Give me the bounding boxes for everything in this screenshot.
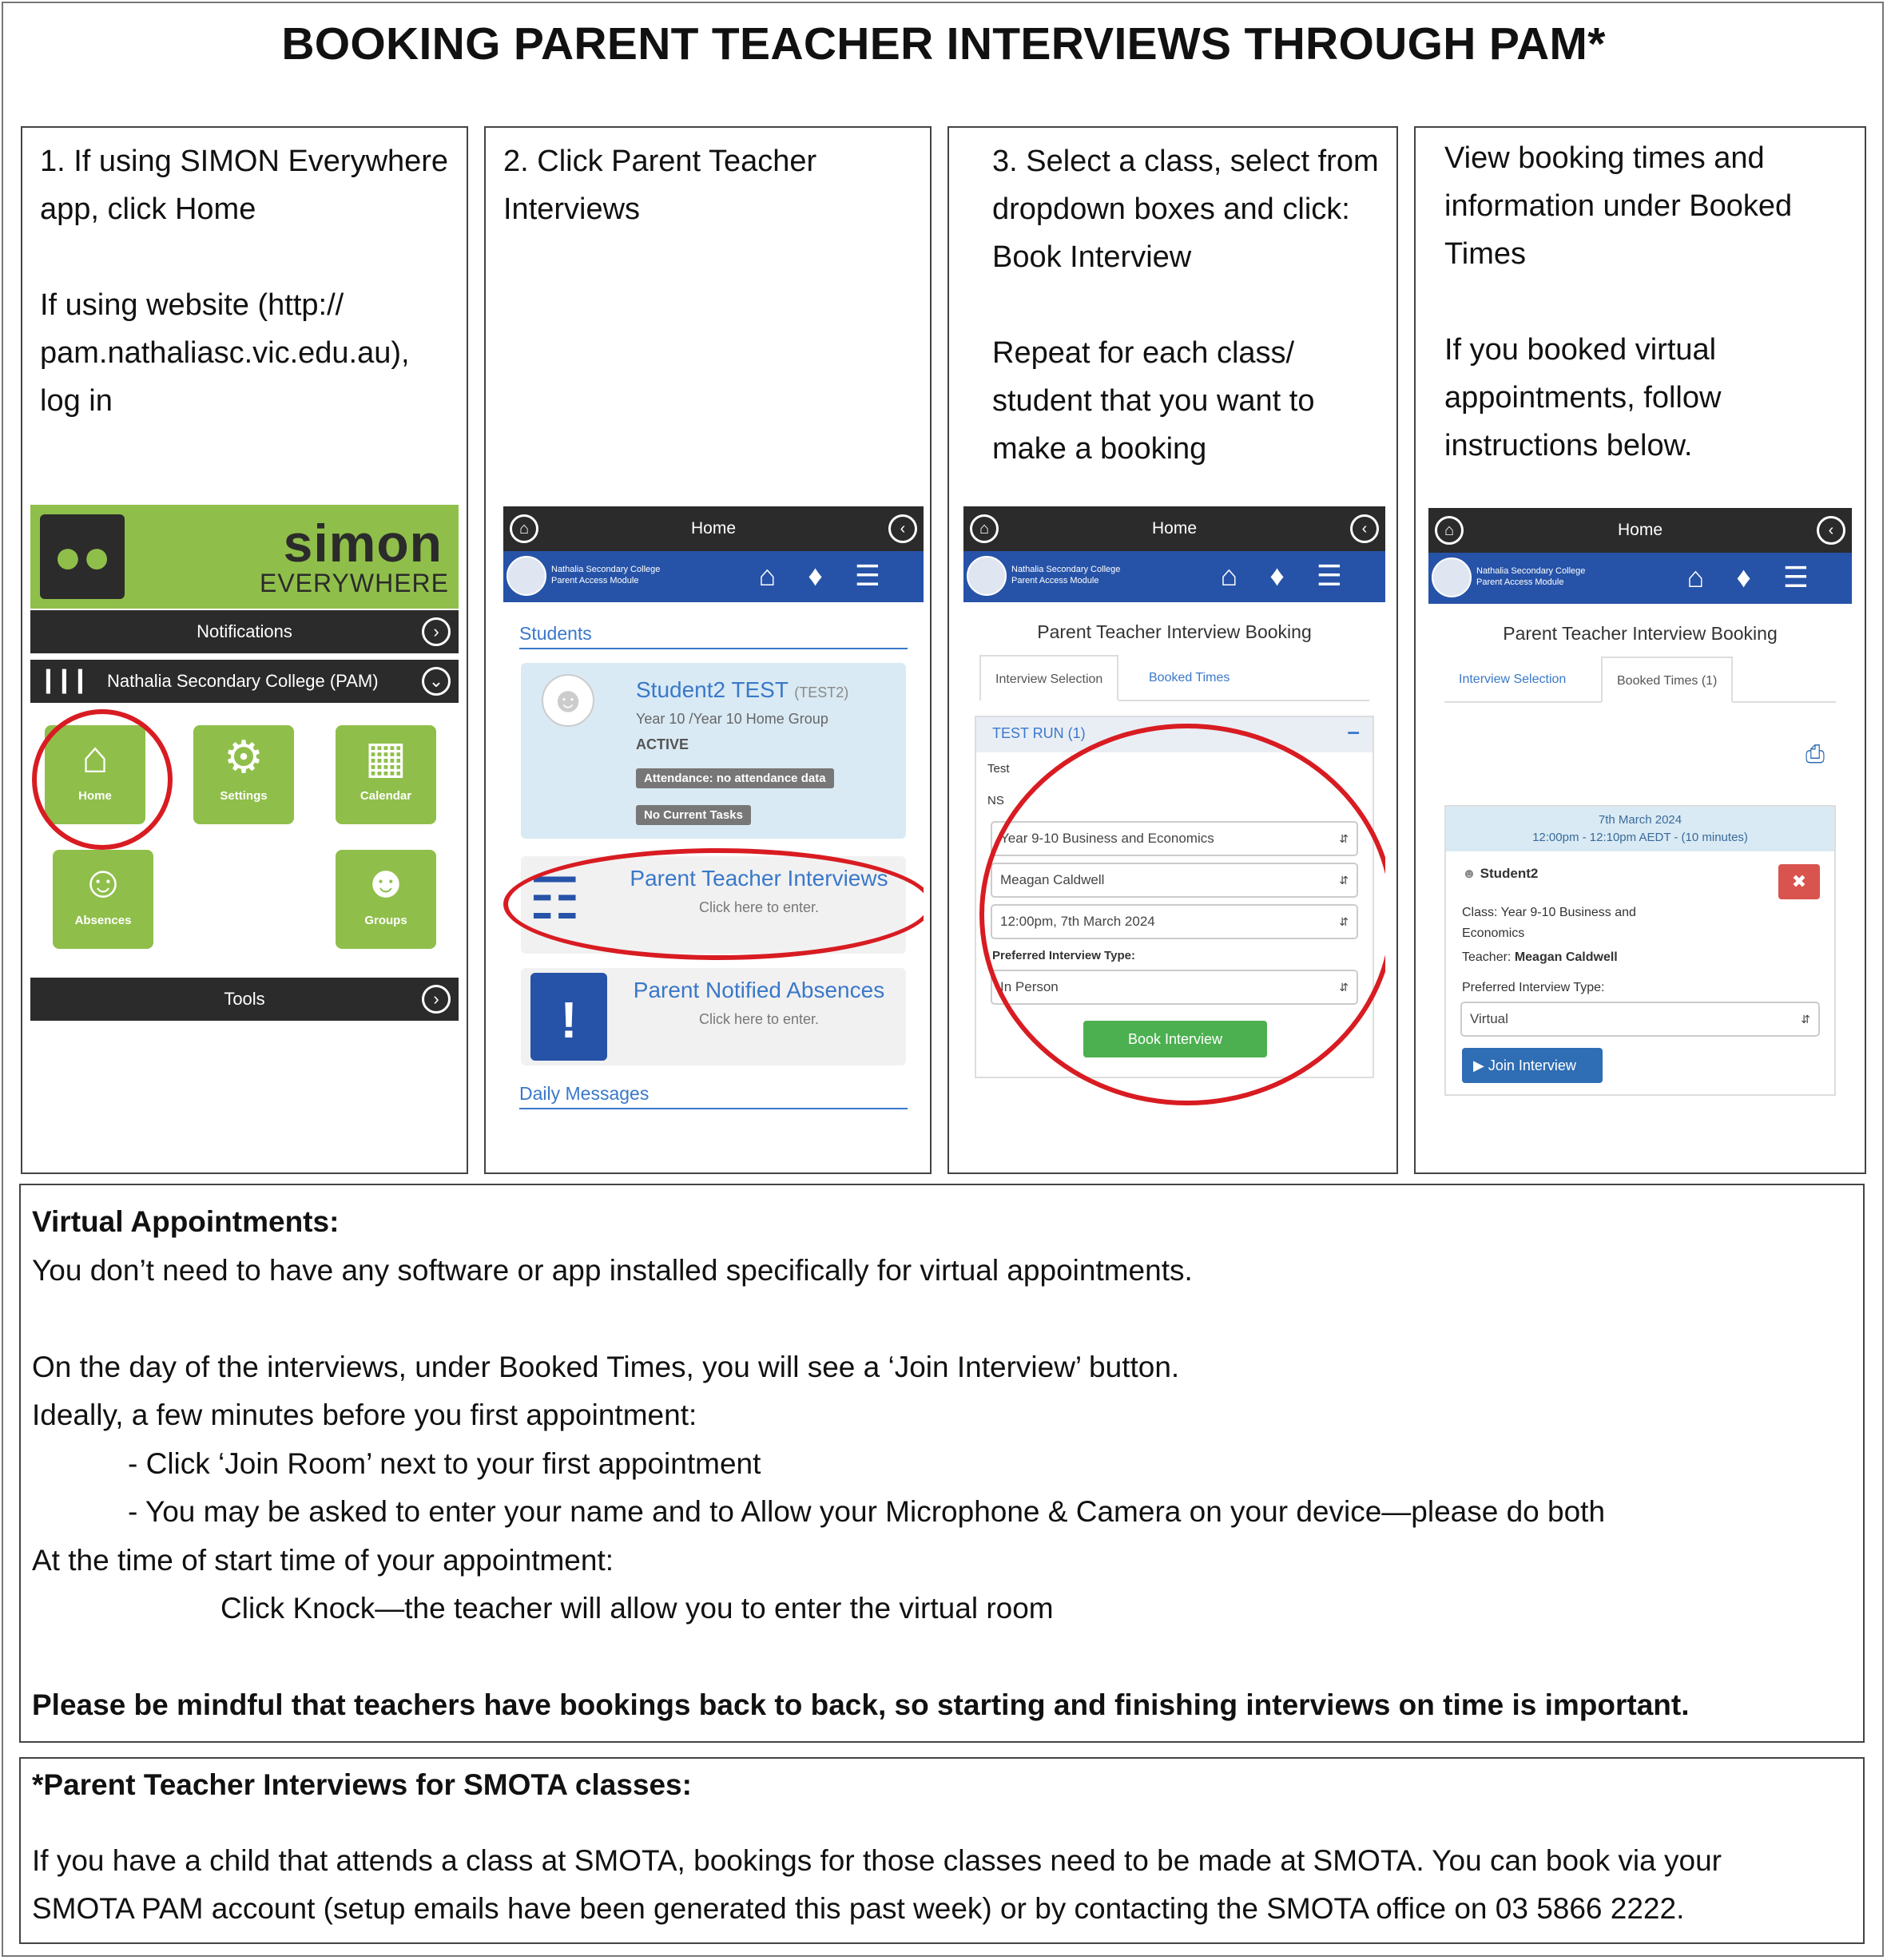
school-name: Nathalia Secondary College (PAM) bbox=[107, 671, 379, 691]
step-1-text: 1. If using SIMON Everywhere app, click Home If using website (http:// pam.nathaliasc.vic.edu.au), log in bbox=[40, 145, 449, 418]
booked-card-header bbox=[1446, 807, 1834, 851]
nav-icons[interactable] bbox=[759, 559, 912, 593]
virtual-heading: Virtual Appointments: bbox=[32, 1205, 340, 1238]
tools-label: Tools bbox=[224, 989, 265, 1009]
step-2-panel bbox=[484, 126, 932, 1174]
topbar-title: Home bbox=[690, 519, 737, 538]
menu-icon[interactable]: ☰ bbox=[854, 559, 912, 592]
school-line-2: Parent Access Module bbox=[551, 576, 639, 585]
class-value: Year 9-10 Business and Economics bbox=[1462, 906, 1636, 940]
booking-heading: Parent Teacher Interview Booking bbox=[1037, 621, 1312, 642]
simon-logo-icon: ●● bbox=[40, 514, 125, 599]
simon-app-screenshot bbox=[30, 505, 459, 1024]
virtual-line-2: On the day of the interviews, under Booked Times, you will see a ‘Join Interview’ button. bbox=[32, 1350, 1180, 1383]
tasks-badge: No Current Tasks bbox=[636, 805, 751, 825]
chevron-right-icon: › bbox=[422, 985, 451, 1014]
pam-topbar bbox=[503, 506, 924, 551]
highlight-ring bbox=[32, 709, 173, 850]
nav-icons[interactable] bbox=[1221, 559, 1374, 593]
teacher-value: Meagan Caldwell bbox=[1514, 950, 1618, 964]
school-label bbox=[1476, 565, 1585, 588]
ns-label: NS bbox=[987, 794, 1004, 807]
virtual-note: Please be mindful that teachers have bookings back to back, so starting and finishing interviews on time is important. bbox=[32, 1688, 1690, 1721]
select-arrows-icon: ⇵ bbox=[1339, 832, 1349, 845]
pna-subtitle: Click here to enter. bbox=[698, 1011, 820, 1027]
school-crest-icon bbox=[507, 556, 546, 596]
booking-tabs bbox=[1444, 657, 1836, 703]
virtual-line-3: Ideally, a few minutes before you first appointment: bbox=[32, 1399, 697, 1431]
pam-booked-screenshot bbox=[1428, 508, 1852, 1131]
step-2-text: 2. Click Parent Teacher Interviews bbox=[503, 145, 817, 226]
smota-line-2: SMOTA PAM account (setup emails have been generated this past week) or by contacting the SMOTA office on 03 5866 2222. bbox=[32, 1892, 1685, 1925]
virtual-bullet-1: - Click ‘Join Room’ next to your first appointment bbox=[128, 1446, 761, 1480]
daily-messages-heading: Daily Messages bbox=[519, 1083, 908, 1109]
notifications-bar[interactable] bbox=[30, 610, 459, 653]
step-3-text: 3. Select a class, select from dropdown boxes and click: Book Interview Repeat for each class/ student that you want to make a booking bbox=[992, 145, 1379, 466]
absences-tile[interactable] bbox=[53, 850, 153, 949]
student-status: ACTIVE bbox=[636, 736, 689, 752]
booked-pref-select[interactable] bbox=[1460, 1002, 1820, 1037]
calendar-icon: ▦ bbox=[364, 732, 407, 782]
book-interview-button[interactable]: Book Interview bbox=[1083, 1021, 1267, 1057]
select-arrows-icon: ⇵ bbox=[1339, 915, 1349, 928]
nav-icons[interactable] bbox=[1687, 561, 1841, 594]
simon-header bbox=[30, 505, 459, 609]
booked-time: 12:00pm - 12:10pm AEDT - (10 minutes) bbox=[1532, 831, 1748, 844]
student-code: (TEST2) bbox=[794, 684, 849, 700]
home-circle-icon: ⌂ bbox=[1435, 516, 1464, 545]
home-circle-icon: ⌂ bbox=[970, 514, 999, 543]
groups-tile-label: Groups bbox=[364, 914, 407, 927]
settings-tile[interactable] bbox=[193, 725, 294, 824]
home-icon[interactable]: ⌂ bbox=[1220, 559, 1270, 592]
pam-topbar bbox=[1428, 508, 1852, 553]
step-3-panel bbox=[947, 126, 1398, 1174]
school-selector[interactable] bbox=[30, 660, 459, 703]
attendance-badge: Attendance: no attendance data bbox=[636, 768, 834, 788]
booked-student-name: Student2 bbox=[1480, 866, 1539, 881]
calendar-tile[interactable] bbox=[336, 725, 436, 824]
back-icon[interactable]: ‹ bbox=[1817, 516, 1845, 545]
bell-icon[interactable]: ♦ bbox=[808, 559, 855, 592]
school-crest-icon bbox=[967, 556, 1007, 596]
student-name: Student2 TEST bbox=[636, 677, 789, 702]
virtual-line-5: Click Knock—the teacher will allow you to enter the virtual room bbox=[220, 1592, 1054, 1625]
class-label: Class: bbox=[1462, 906, 1498, 919]
booked-class bbox=[1462, 903, 1702, 944]
join-interview-label: Join Interview bbox=[1488, 1057, 1576, 1073]
person-check-icon: ☺ bbox=[80, 856, 126, 907]
avatar: ☻ bbox=[542, 674, 594, 727]
class-select-value: Year 9-10 Business and Economics bbox=[1000, 831, 1214, 846]
teacher-select-value: Meagan Caldwell bbox=[1000, 872, 1105, 887]
booked-date: 7th March 2024 bbox=[1598, 813, 1682, 827]
spacer bbox=[32, 1633, 1690, 1682]
bell-icon[interactable]: ♦ bbox=[1269, 559, 1317, 592]
home-tile-label: Home bbox=[78, 789, 112, 803]
select-arrows-icon: ⇵ bbox=[1339, 874, 1349, 887]
step-1-panel bbox=[21, 126, 468, 1174]
tools-bar[interactable] bbox=[30, 978, 459, 1021]
bell-icon[interactable]: ♦ bbox=[1736, 561, 1783, 593]
signal-icon: ▎▎▎ bbox=[46, 669, 94, 693]
pam-navbar bbox=[963, 551, 1385, 602]
simon-logo-text: simon bbox=[283, 514, 443, 573]
groups-icon: ☻ bbox=[362, 856, 410, 907]
home-circle-icon: ⌂ bbox=[510, 514, 538, 543]
cancel-booking-button[interactable]: ✖ bbox=[1778, 864, 1820, 899]
pam-navbar bbox=[1428, 553, 1852, 604]
highlight-ring bbox=[503, 848, 924, 960]
smota-box bbox=[19, 1757, 1865, 1944]
home-icon: ⌂ bbox=[81, 732, 109, 782]
back-icon[interactable]: ‹ bbox=[888, 514, 917, 543]
pam-booking-screenshot bbox=[963, 506, 1385, 1129]
run-label: TEST RUN (1) bbox=[992, 725, 1086, 741]
smota-heading: *Parent Teacher Interviews for SMOTA classes: bbox=[32, 1768, 692, 1801]
student-name-line bbox=[636, 677, 848, 703]
student-card[interactable] bbox=[521, 663, 906, 839]
booked-teacher bbox=[1462, 950, 1618, 965]
select-arrows-icon: ⇵ bbox=[1339, 981, 1349, 994]
notifications-label: Notifications bbox=[197, 621, 292, 641]
school-line-2: Parent Access Module bbox=[1011, 576, 1099, 585]
gear-icon: ⚙ bbox=[223, 732, 264, 782]
booked-pref-label: Preferred Interview Type: bbox=[1462, 981, 1605, 994]
teacher-label: Teacher: bbox=[1462, 950, 1512, 964]
school-line-1: Nathalia Secondary College bbox=[551, 565, 661, 574]
print-icon[interactable]: ⎙ bbox=[1806, 741, 1825, 768]
students-heading: Students bbox=[519, 623, 908, 649]
test-label: Test bbox=[987, 762, 1010, 776]
topbar-title: Home bbox=[1151, 519, 1198, 538]
smota-text bbox=[32, 1837, 1722, 1933]
virtual-bullet-2: - You may be asked to enter your name and to Allow your Microphone & Camera on your device—please do both bbox=[128, 1495, 1606, 1528]
pti-title: Parent Teacher Interviews bbox=[630, 866, 888, 891]
spacer bbox=[32, 1295, 1690, 1343]
school-crest-icon bbox=[1432, 557, 1472, 597]
pref-select-value: In Person bbox=[1000, 979, 1059, 994]
school-line-2: Parent Access Module bbox=[1476, 577, 1564, 587]
calendar-alert-icon: ! bbox=[530, 973, 607, 1061]
pna-title: Parent Notified Absences bbox=[633, 978, 885, 1002]
school-line-1: Nathalia Secondary College bbox=[1011, 565, 1121, 574]
back-icon[interactable]: ‹ bbox=[1350, 514, 1379, 543]
virtual-appointments-box bbox=[19, 1184, 1865, 1743]
person-icon: ☻ bbox=[1462, 866, 1476, 881]
step-4-panel bbox=[1414, 126, 1866, 1174]
school-label bbox=[551, 564, 660, 586]
collapse-icon[interactable]: – bbox=[1347, 719, 1360, 744]
school-line-1: Nathalia Secondary College bbox=[1476, 566, 1586, 576]
booked-card bbox=[1444, 805, 1836, 1096]
virtual-line-4: At the time of start time of your appointment: bbox=[32, 1543, 614, 1577]
tab-booked-times[interactable]: Booked Times bbox=[1149, 671, 1230, 684]
booked-pref-value: Virtual bbox=[1470, 1011, 1508, 1026]
pam-home-screenshot bbox=[503, 506, 924, 1129]
tab-booked-times[interactable]: Booked Times (1) bbox=[1601, 657, 1733, 703]
home-icon[interactable]: ⌂ bbox=[1686, 561, 1737, 593]
select-arrows-icon: ⇵ bbox=[1801, 1013, 1810, 1026]
booking-tabs bbox=[979, 655, 1369, 701]
chevron-right-icon: › bbox=[422, 617, 451, 646]
pti-subtitle: Click here to enter. bbox=[698, 899, 820, 915]
settings-tile-label: Settings bbox=[220, 789, 268, 803]
calendar-tile-label: Calendar bbox=[360, 789, 412, 803]
booked-student bbox=[1462, 866, 1538, 882]
simon-logo-subtext: EVERYWHERE bbox=[259, 569, 449, 597]
time-select-value: 12:00pm, 7th March 2024 bbox=[1000, 914, 1155, 929]
smota-line-1: If you have a child that attends a class at SMOTA, bookings for those classes need to be made at SMOTA. You can book via your bbox=[32, 1844, 1722, 1877]
step-4-text: View booking times and information under Booked Times If you booked virtual appointments, follow instructions below. bbox=[1444, 141, 1793, 462]
virtual-line-1: You don’t need to have any software or app installed specifically for virtual appointments. bbox=[32, 1253, 1193, 1287]
tab-interview-selection[interactable]: Interview Selection bbox=[979, 655, 1118, 701]
tab-interview-selection[interactable]: Interview Selection bbox=[1459, 673, 1567, 686]
menu-icon[interactable]: ☰ bbox=[1316, 559, 1374, 592]
meeting-icon: ☶ bbox=[529, 867, 581, 931]
school-label bbox=[1011, 564, 1120, 586]
page-title: BOOKING PARENT TEACHER INTERVIEWS THROUGH PAM* bbox=[281, 18, 1606, 69]
virtual-text bbox=[32, 1198, 1690, 1730]
pna-card[interactable] bbox=[521, 968, 906, 1065]
absences-tile-label: Absences bbox=[74, 914, 132, 927]
join-interview-button[interactable] bbox=[1462, 1048, 1603, 1083]
pam-topbar bbox=[963, 506, 1385, 551]
booking-heading: Parent Teacher Interview Booking bbox=[1503, 623, 1778, 644]
topbar-title: Home bbox=[1617, 521, 1663, 539]
pam-navbar bbox=[503, 551, 924, 602]
student-group: Year 10 /Year 10 Home Group bbox=[636, 711, 828, 727]
groups-tile[interactable] bbox=[336, 850, 436, 949]
pref-label: Preferred Interview Type: bbox=[992, 949, 1135, 962]
video-camera-icon: ▶ bbox=[1473, 1057, 1484, 1073]
menu-icon[interactable]: ☰ bbox=[1782, 561, 1841, 593]
chevron-down-icon: ⌄ bbox=[422, 667, 451, 696]
highlight-ring bbox=[979, 724, 1385, 1105]
home-icon[interactable]: ⌂ bbox=[758, 559, 808, 592]
